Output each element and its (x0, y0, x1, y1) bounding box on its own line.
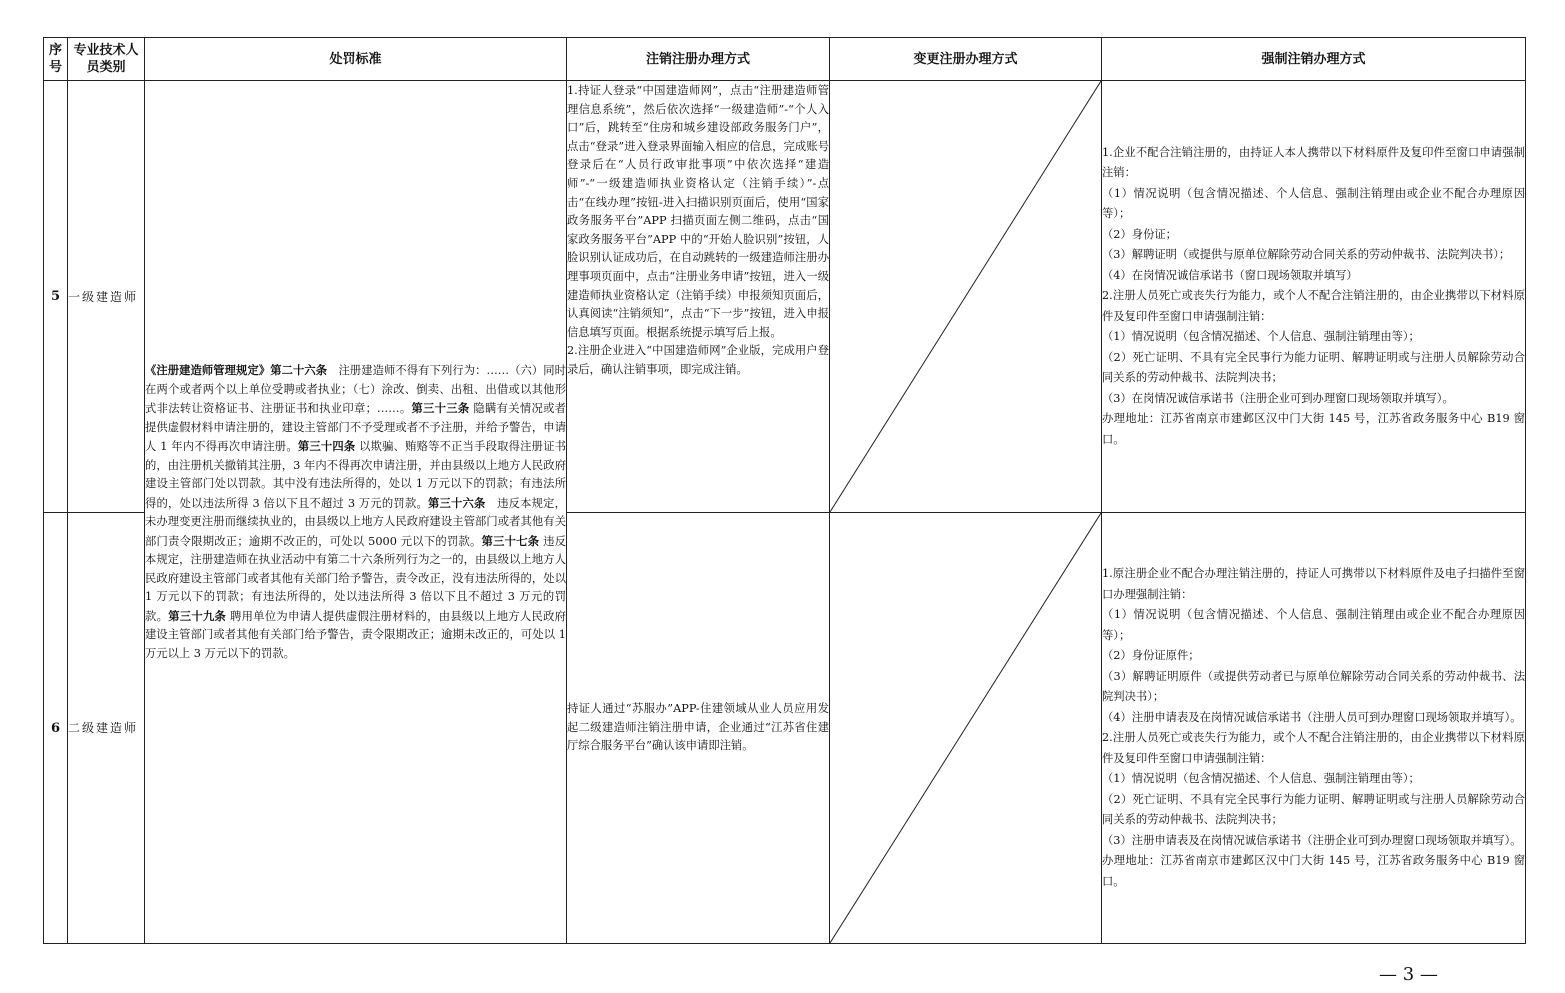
penalty-segment: 注册建造师不得有下列行为：……（六）同时在两个或者两个以上单位受聘或者执业；（七）涂改、倒卖、出租、出借或以其他形式非法转让资格证书、注册证书和执业印章；……。 (145, 364, 566, 415)
row-number: 5 (44, 81, 68, 513)
registration-table (43, 37, 1526, 944)
forced-line: （2）死亡证明、不具有完全民事行为能力证明、解聘证明或与注册人员解除劳动合同关系的劳动仲裁书、法院判决书； (1102, 350, 1525, 385)
diagonal-slash (830, 81, 1101, 512)
forced-line: （1）情况说明（包含情况描述、个人信息、强制注销理由或企业不配合办理原因等）； (1102, 608, 1525, 642)
penalty-segment: 以欺骗、贿赂等不正当手段取得注册证书的，由注册机关撤销其注册，3 年内不得再次申请注册，并由县级以上地方人民政府建设主管部门处以罚款。其中没有违法所得的，处以 1 万元以下的罚款；有违法所得的，处以违法所得 3 倍以下且不超过 3 万元的罚款。 (145, 440, 566, 510)
cancel-paragraph: 1.持证人登录“中国建造师网”，点击“注册建造师管理信息系统”，然后依次选择“一级建造师”-“个人入口”后，跳转至“住房和城乡建设部政务服务门户”，点击“登录”进入登录界面输入相应的信息，完成账号登录后在“人员行政审批事项”中依次选择“建造师”-“一级建造师执业资格认定（注销手续）”-点击“在线办理”按钮-进入扫描识别页面后，使用“国家政务服务平台”APP 扫描页面左侧二维码，点击“国家政务服务平台”APP 中的“开始人脸识别”按钮，人脸识别认证成功后，在自动跳转的一级建造师注册办理事项页面中，点击“注册业务申请”按钮，进入一级建造师执业资格认定（注销手续）申报须知页面后，认真阅读“注销须知”，点击“下一步”按钮，进入申报信息填写页面。根据系统提示填写后上报。 (567, 84, 829, 339)
change-method-empty (830, 513, 1102, 944)
forced-line: 2.注册人员死亡或丧失行为能力，或个人不配合注销注册的，由企业携带以下材料原件及复印件至窗口申请强制注销： (1102, 289, 1525, 323)
penalty-segment: 第三十七条 (481, 533, 540, 548)
forced-line: 1.原注册企业不配合办理注销注册的，持证人可携带以下材料原件及电子扫描件至窗口办理强制注销： (1102, 567, 1525, 601)
forced-line: （3）在岗情况诚信承诺书（注册企业可到办理窗口现场领取并填写）。 (1102, 391, 1454, 405)
cancel-method (567, 81, 830, 513)
forced-line: 2.注册人员死亡或丧失行为能力，或个人不配合注销注册的，由企业携带以下材料原件及复印件至窗口申请强制注销： (1102, 731, 1525, 765)
header-row (44, 38, 1526, 81)
penalty-segment: 违反本规定，未办理变更注册而继续执业的，由县级以上地方人民政府建设主管部门或者其他有关部门责令限期改正；逾期不改正的，可处以 5000 元以下的罚款。 (145, 496, 566, 548)
forced-cancel-method (1102, 513, 1526, 944)
forced-line: （1）情况说明（包含情况描述、个人信息、强制注销理由等）； (1102, 772, 1420, 785)
cancel-paragraph: 2.注册企业进入“中国建造师网”企业版，完成用户登录后，确认注销事项，即完成注销。 (567, 344, 829, 376)
header-num: 序号 (44, 38, 68, 81)
penalty-segment: 第三十九条 (168, 608, 227, 623)
row-category: 一级建造师 (68, 81, 145, 513)
penalty-segment: 聘用单位为申请人提供虚假注册材料的，由县级以上地方人民政府建设主管部门或者其他有关部门给予警告，责令限期改正；逾期未改正的，可处以 1 万元以上 3 万元以下的罚款。 (145, 609, 566, 660)
header-penalty: 处罚标准 (145, 38, 567, 81)
header-change: 变更注册办理方式 (830, 38, 1102, 81)
forced-line: 1.企业不配合注销注册的，由持证人本人携带以下材料原件及复印件至窗口申请强制注销： (1102, 145, 1525, 180)
table-row (44, 81, 1526, 513)
forced-line: （4）注册申请表及在岗情况诚信承诺书（注册人员可到办理窗口现场领取并填写）。 (1102, 710, 1522, 724)
forced-line: （2）身份证； (1102, 227, 1177, 241)
header-cancel: 注销注册办理方式 (567, 38, 830, 81)
penalty-segment: 第三十六条 (427, 495, 486, 510)
page-number: — 3 — (1379, 964, 1438, 985)
cancel-paragraph: 持证人通过“苏服办”APP-住建领域从业人员应用发起二级建造师注销注册申请，企业通过“江苏省住建厅综合服务平台”确认该申请即注销。 (567, 702, 829, 753)
diagonal-slash (830, 513, 1101, 943)
penalty-text (145, 361, 566, 663)
row-number: 6 (44, 513, 68, 944)
forced-cancel-method (1102, 81, 1526, 513)
forced-line: （4）在岗情况诚信承诺书（窗口现场领取并填写） (1102, 268, 1358, 282)
forced-line: （3）解聘证明（或提供与原单位解除劳动合同关系的劳动仲裁书、法院判决书）； (1102, 248, 1511, 262)
header-category: 专业技术人员类别 (68, 38, 145, 81)
row-category: 二级建造师 (68, 513, 145, 944)
penalty-segment: 《注册建造师管理规定》第二十六条 (145, 363, 328, 377)
penalty-standard (145, 81, 567, 944)
forced-line: （2）身份证原件； (1102, 649, 1200, 662)
penalty-segment: 违反本规定，注册建造师在执业活动中有第二十六条所列行为之一的，由县级以上地方人民政府建设主管部门或者其他有关部门给予警告，责令改正，没有违法所得的，处以 1 万元以下的罚款；有违法所得的，处以违法所得 3 倍以下且不超过 3 万元的罚款。 (145, 534, 566, 623)
penalty-segment: 隐瞒有关情况或者提供虚假材料申请注册的，建设主管部门不予受理或者不予注册，并给予警告，申请人 1 年内不得再次申请注册。 (145, 402, 566, 453)
forced-line: 办理地址：江苏省南京市建邺区汉中门大街 145 号，江苏省政务服务中心 B19 窗口。 (1102, 854, 1525, 888)
penalty-segment: 第三十四条 (297, 439, 356, 453)
forced-line: （1）情况说明（包含情况描述、个人信息、强制注销理由等）； (1102, 330, 1420, 344)
forced-line: （2）死亡证明、不具有完全民事行为能力证明、解聘证明或与注册人员解除劳动合同关系的劳动仲裁书、法院判决书； (1102, 792, 1525, 826)
change-method-empty (830, 81, 1102, 513)
forced-line: （3）解聘证明原件（或提供劳动者已与原单位解除劳动合同关系的劳动仲裁书、法院判决书）； (1102, 669, 1525, 703)
forced-line: （1）情况说明（包含情况描述、个人信息、强制注销理由或企业不配合办理原因等）； (1102, 186, 1525, 221)
header-forced: 强制注销办理方式 (1102, 38, 1526, 81)
forced-line: 办理地址：江苏省南京市建邺区汉中门大街 145 号，江苏省政务服务中心 B19 窗口。 (1102, 412, 1525, 446)
penalty-segment: 第三十三条 (411, 401, 470, 415)
cancel-method (567, 513, 830, 944)
forced-line: （3）注册申请表及在岗情况诚信承诺书（注册企业可到办理窗口现场领取并填写）。 (1102, 833, 1522, 847)
